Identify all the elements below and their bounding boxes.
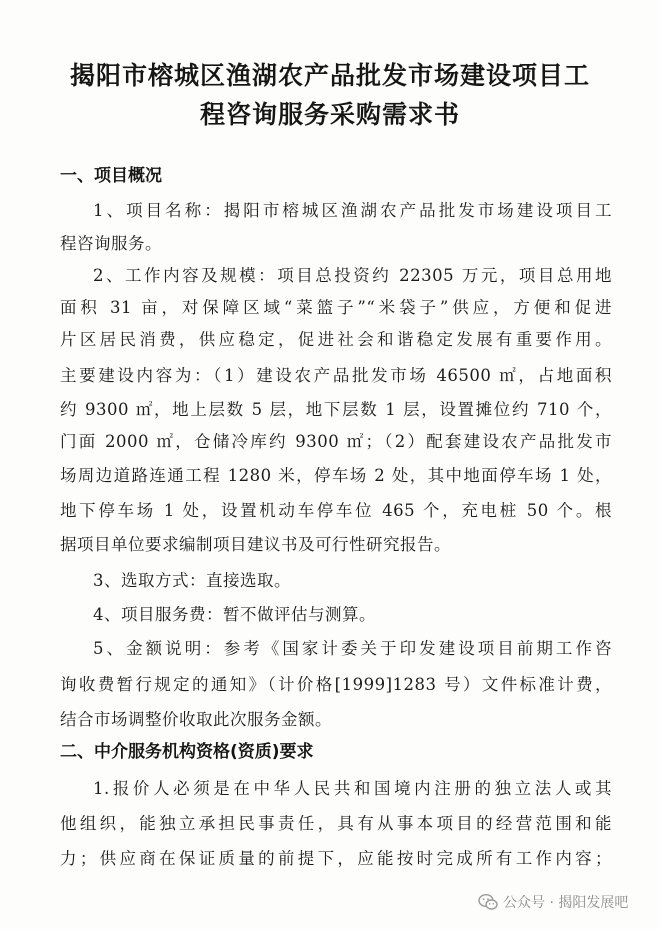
paragraph-line: 据项目单位要求编制项目建议书及可行性研究报告。 xyxy=(60,535,451,554)
paragraph-line: 1、项目名称：揭阳市榕城区渔湖农产品批发市场建设项目工 xyxy=(93,201,612,220)
paragraph-line: 5、金额说明：参考《国家计委关于印发建设项目前期工作咨 xyxy=(93,639,612,658)
paragraph-line: 3、选取方式：直接选取。 xyxy=(93,571,291,590)
paragraph-line: 结合市场调整价收取此次服务金额。 xyxy=(60,710,332,729)
document-title-line-1: 揭阳市榕城区渔湖农产品批发市场建设项目工 xyxy=(69,61,590,90)
paragraph-line: 力；供应商在保证质量的前提下，应能按时完成所有工作内容； xyxy=(60,849,612,868)
paragraph-line: 片区居民消费，供应稳定，促进社会和谐稳定发展有重要作用。 xyxy=(60,330,612,349)
paragraph-line: 地下停车场 1 处，设置机动车停车位 465 个，充电桩 50 个。根 xyxy=(60,501,612,520)
document-title-line-2: 程咨询服务采购需求书 xyxy=(199,100,460,129)
wechat-watermark xyxy=(478,891,628,913)
paragraph-line: 场周边道路连通工程 1280 米，停车场 2 处，其中地面停车场 1 处， xyxy=(60,466,612,485)
paragraph-line: 面积 31 亩，对保障区域“菜篮子”“米袋子”供应，方便和促进 xyxy=(60,298,612,317)
paragraph-line: 约 9300 ㎡，地上层数 5 层，地下层数 1 层，设置摊位约 710 个， xyxy=(60,400,612,419)
paragraph-line: 1.报价人必须是在中华人民共和国境内注册的独立法人或其 xyxy=(93,779,612,798)
paragraph-line: 4、项目服务费：暂不做评估与测算。 xyxy=(93,605,376,624)
wechat-icon xyxy=(478,893,498,911)
paragraph-line: 程咨询服务。 xyxy=(60,234,162,253)
paragraph-line: 他组织，能独立承担民事责任，具有从事本项目的经营范围和能 xyxy=(60,814,612,833)
section-heading-project-overview: 一、项目概况 xyxy=(60,166,162,186)
paragraph-line: 询收费暂行规定的通知》（计价格[1999]1283 号）文件标准计费， xyxy=(60,675,612,694)
paragraph-line: 门面 2000 ㎡，仓储冷库约 9300 ㎡；（2）配套建设农产品批发市 xyxy=(60,432,612,451)
paragraph-line: 主要建设内容为：（1）建设农产品批发市场 46500 ㎡，占地面积 xyxy=(60,366,612,385)
paragraph-line: 2、工作内容及规模：项目总投资约 22305 万元，项目总用地 xyxy=(93,266,612,285)
watermark-text: 公众号 · 揭阳发展吧 xyxy=(503,895,629,911)
section-heading-agency-qualification: 二、中介服务机构资格(资质)要求 xyxy=(60,742,314,762)
